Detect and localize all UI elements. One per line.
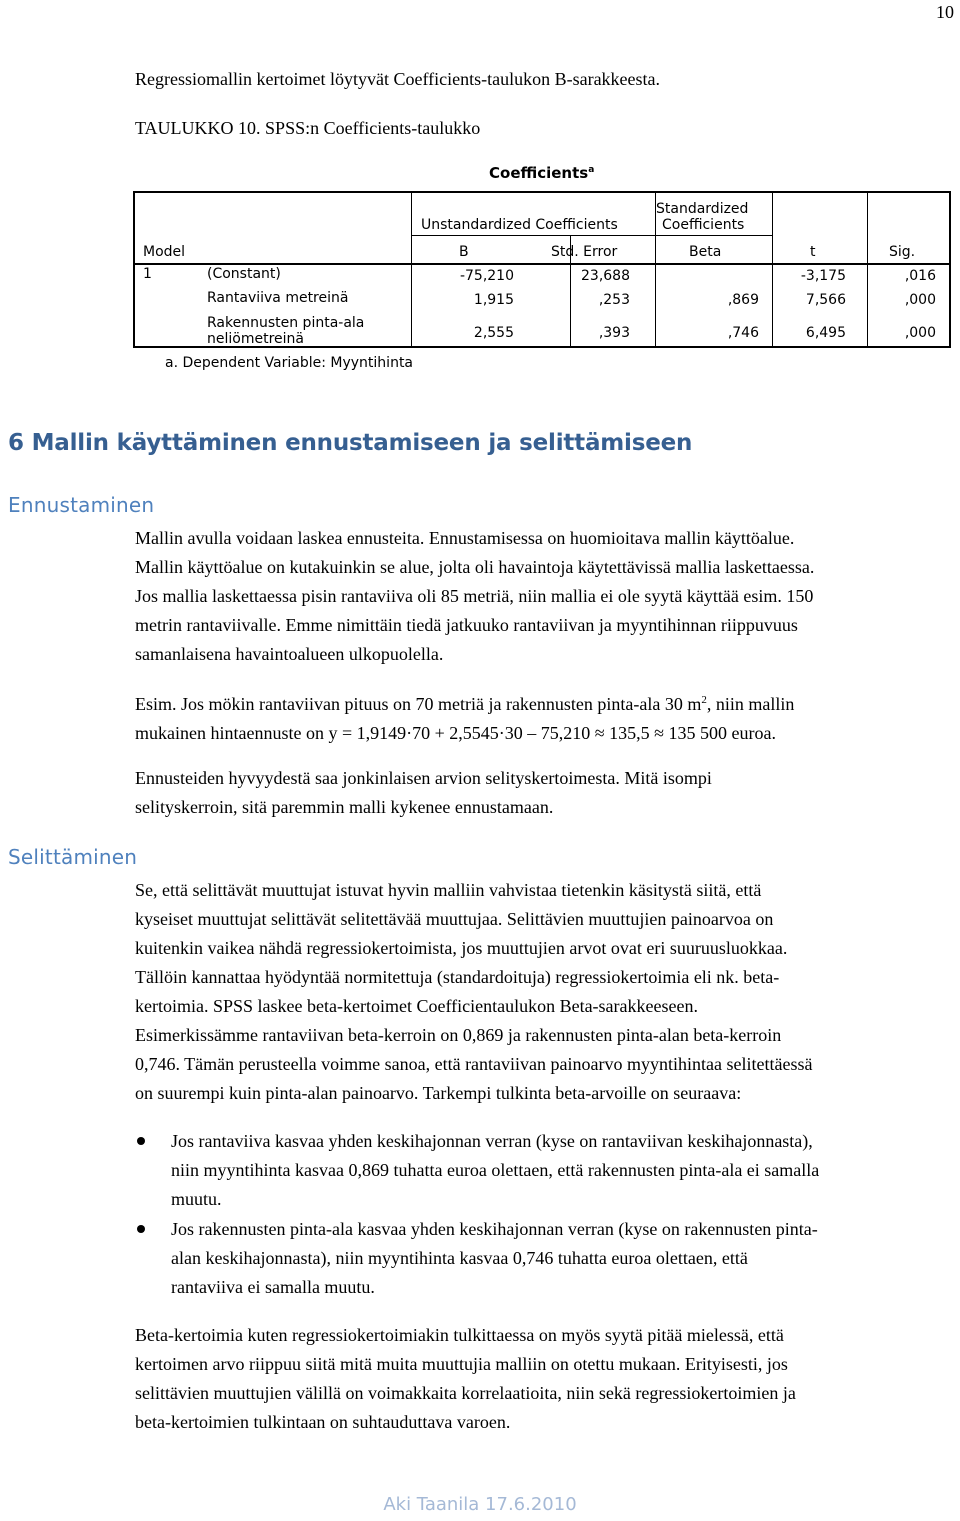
header-beta: Beta xyxy=(689,244,722,260)
ennustaminen-paragraph xyxy=(135,524,957,669)
text-line: mukainen hintaennuste on y = 1,9149·70 + 2,5545·30 – 75,210 ≈ 135,5 ≈ 135 500 euroa. xyxy=(135,723,776,743)
page-number: 10 xyxy=(936,2,954,22)
intro-text: Regressiomallin kertoimet löytyvät Coefficients-taulukon B-sarakkeesta. xyxy=(135,69,661,89)
table-cell-t: -3,175 xyxy=(800,268,846,284)
header-sig: Sig. xyxy=(889,244,916,260)
text-line: alan keskihajonnasta), niin myyntihinta kasvaa 0,746 tuhatta euroa olettaen, että xyxy=(171,1248,748,1268)
table-cell-sig: ,000 xyxy=(904,292,936,308)
section-heading: 6 Mallin käyttäminen ennustamiseen ja selittämiseen xyxy=(8,430,693,456)
text-line: selittävien muuttujien välillä on voimakkaita korrelaatioita, niin sekä regressiokertoimien ja xyxy=(135,1383,796,1403)
text-line: kertoimia. SPSS laskee beta-kertoimet Coefficientaulukon Beta-sarakkeeseen. xyxy=(135,996,698,1016)
selittaminen-paragraph xyxy=(135,876,957,1108)
text-line: metrin rantaviivalle. Emme nimittäin tiedä jatkuuko rantaviivan ja myyntihinnan riippuvuus xyxy=(135,615,798,635)
header-standardized-1: Standardized xyxy=(656,201,749,217)
model-number: 1 xyxy=(143,266,152,282)
table-cell-beta: ,869 xyxy=(727,292,759,308)
table-cell-b: 1,915 xyxy=(473,292,514,308)
text-line: niin myyntihinta kasvaa 0,869 tuhatta euroa olettaen, että rakennusten pinta-ala ei samalla xyxy=(171,1160,820,1180)
text-line: 0,746. Tämän perusteella voimme sanoa, että rantaviivan painoarvo myyntihintaa selitettäessä xyxy=(135,1054,813,1074)
text-line: samanlaisena havaintoalueen ulkopuolella. xyxy=(135,644,444,664)
text-line: muutu. xyxy=(171,1189,222,1209)
subheading-selittaminen: Selittäminen xyxy=(8,845,138,869)
text-line: Jos rakennusten pinta-ala kasvaa yhden keskihajonnan verran (kyse on rakennusten pinta- xyxy=(171,1219,818,1239)
text-line: Ennusteiden hyvyydestä saa jonkinlaisen arvion selityskertoimesta. Mitä isompi xyxy=(135,768,712,788)
header-std-error: Std. Error xyxy=(551,244,618,260)
table-row-name: Rantaviiva metreinä xyxy=(207,290,349,306)
text-line: Mallin käyttöalue on kutakuinkin se alue, jolta oli havaintoja käytettävissä mallia laskettaessa. xyxy=(135,557,815,577)
table-cell-se: ,253 xyxy=(598,292,630,308)
bullet-icon xyxy=(137,1225,145,1233)
text-line: Jos mallia laskettaessa pisin rantaviiva oli 85 metriä, niin mallia ei ole syytä käyttää esim. 150 xyxy=(135,586,814,606)
text-line: kuitenkin vaikea nähdä regressiokertoimista, jos muuttujien arvot ovat eri suuruusluokkaa. xyxy=(135,938,788,958)
text-line: Jos rantaviiva kasvaa yhden keskihajonnan verran (kyse on rantaviivan keskihajonnasta), xyxy=(171,1131,813,1151)
table-cell-sig: ,000 xyxy=(904,325,936,341)
final-paragraph xyxy=(135,1321,957,1437)
selityskerroin-paragraph xyxy=(135,764,957,822)
text-line: kertoimen arvo riippuu siitä mitä muita muuttujia malliin on otettu mukaan. Erityisesti, jos xyxy=(135,1354,788,1374)
table-cell-sig: ,016 xyxy=(904,268,936,284)
text-line: Tällöin kannattaa hyödyntää normitettuja (standardoituja) regressiokertoimia eli nk. beta- xyxy=(135,967,780,987)
list-item xyxy=(135,1127,957,1214)
text-line: Mallin avulla voidaan laskea ennusteita. Ennustamisessa on huomioitava mallin käyttöalue. xyxy=(135,528,795,548)
table-cell-b: -75,210 xyxy=(459,268,514,284)
table-row-name: (Constant) xyxy=(207,266,281,282)
text-line: Esimerkissämme rantaviivan beta-kerroin on 0,869 ja rakennusten pinta-alan beta-kerroin xyxy=(135,1025,782,1045)
text-line: Beta-kertoimia kuten regressiokertoimiakin tulkittaessa on myös syytä pitää mielessä, että xyxy=(135,1325,784,1345)
list-item xyxy=(135,1215,957,1302)
subheading-ennustaminen: Ennustaminen xyxy=(8,493,155,517)
text-line: selityskerroin, sitä paremmin malli kykenee ennustamaan. xyxy=(135,797,554,817)
text-line: rantaviiva ei samalla muutu. xyxy=(171,1277,375,1297)
text-line: kyseiset muuttujat selittävät selitettävää muuttujaa. Selittävien muuttujien painoarvoa on xyxy=(135,909,774,929)
table-cell-b: 2,555 xyxy=(473,325,514,341)
table-footnote: a. Dependent Variable: Myyntihinta xyxy=(165,355,414,371)
coefficients-table-title: Coefficients$^a$ xyxy=(489,164,595,182)
header-b: B xyxy=(459,244,469,260)
table-cell-beta: ,746 xyxy=(727,325,759,341)
bullet-list xyxy=(135,1127,957,1214)
table-row-name: Rakennusten pinta-ala xyxy=(207,315,365,331)
bullet-list xyxy=(135,1215,957,1302)
table-cell-t: 7,566 xyxy=(805,292,846,308)
header-model: Model xyxy=(143,244,186,260)
table-cell-t: 6,495 xyxy=(805,325,846,341)
table-cell-se: 23,688 xyxy=(581,268,630,284)
text-line: beta-kertoimien tulkintaan on suhtauduttava varoen. xyxy=(135,1412,511,1432)
table-cell-se: ,393 xyxy=(598,325,630,341)
page-footer: Aki Taanila 17.6.2010 xyxy=(383,1494,577,1515)
text-line: Se, että selittävät muuttujat istuvat hyvin malliin vahvistaa tietenkin käsitystä siitä, että xyxy=(135,880,762,900)
text-line: Esim. Jos mökin rantaviivan pituus on 70 metriä ja rakennusten pinta-ala 30 $m^2$, niin mallin xyxy=(135,694,795,714)
header-standardized-2: Coefficients xyxy=(662,217,745,233)
header-unstandardized: Unstandardized Coefficients xyxy=(421,217,618,233)
text-line: on suurempi kuin pinta-alan painoarvo. Tarkempi tulkinta beta-arvoille on seuraava: xyxy=(135,1083,742,1103)
example-paragraph xyxy=(135,686,957,748)
table-caption: TAULUKKO 10. SPSS:n Coefficients-taulukko xyxy=(135,118,481,138)
table-row-name-line2: neliömetreinä xyxy=(207,331,304,347)
header-t: t xyxy=(810,244,816,260)
bullet-icon xyxy=(137,1137,145,1145)
